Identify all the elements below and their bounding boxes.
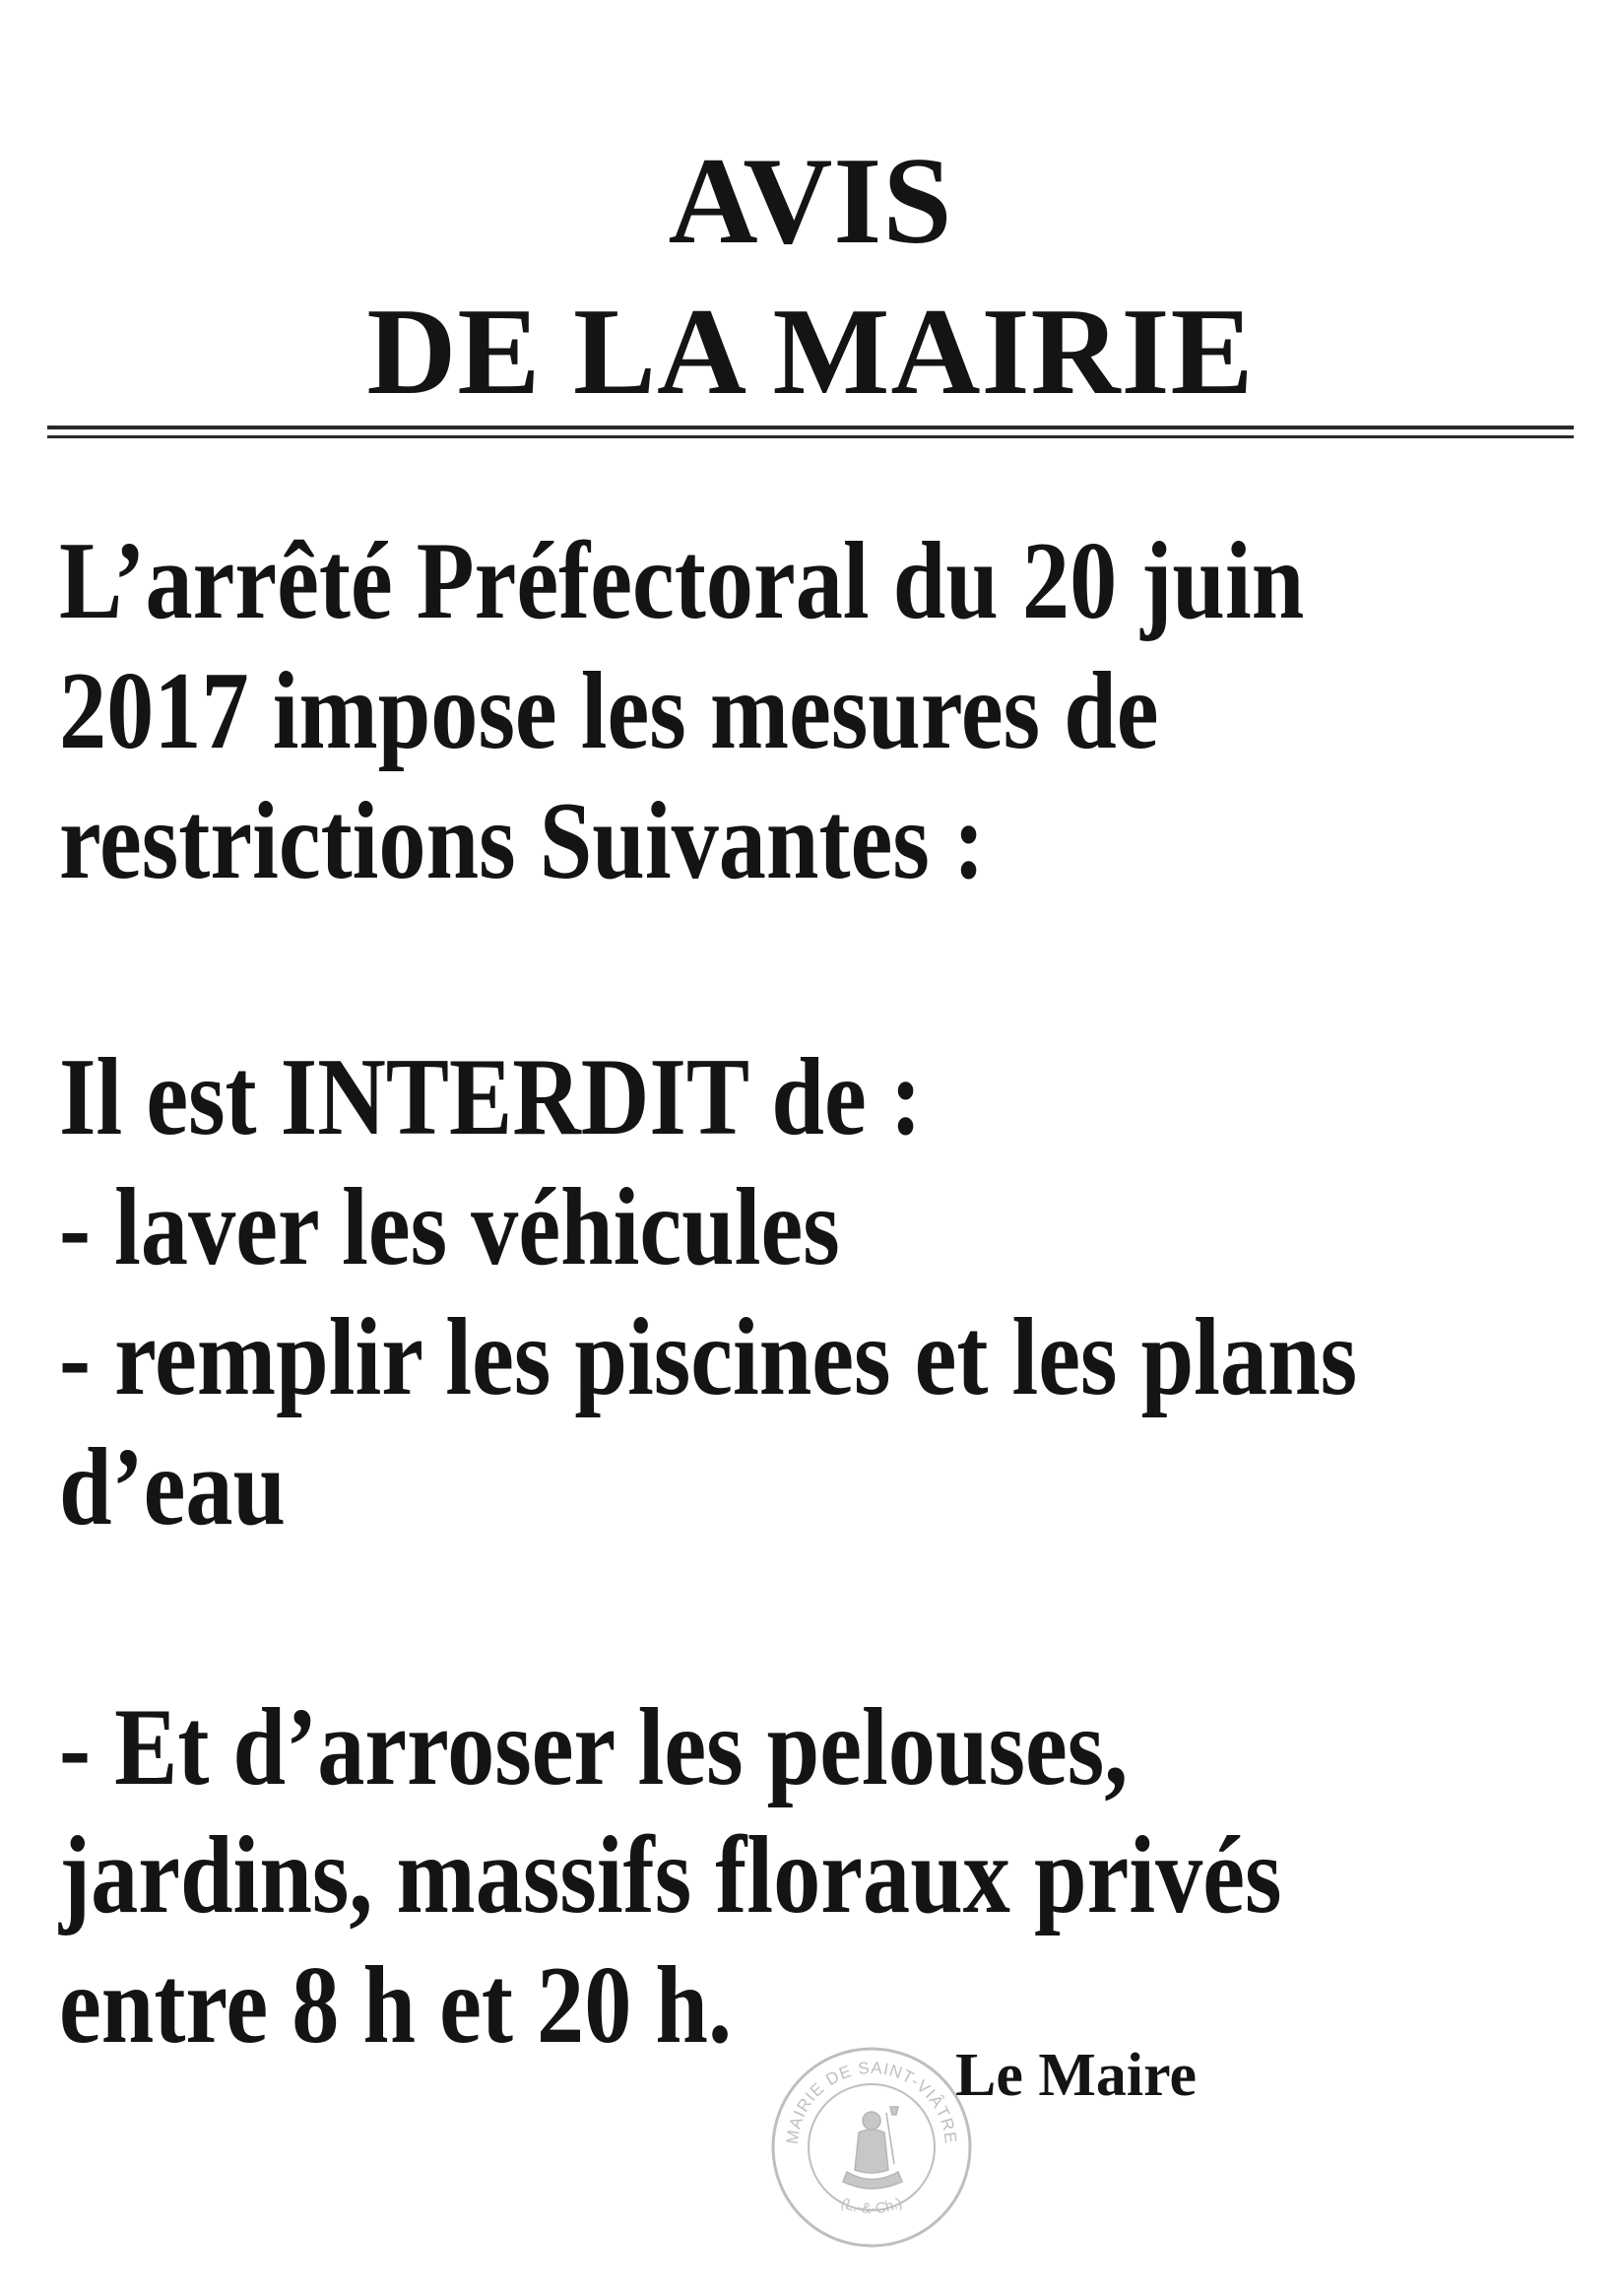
- double-rule-top: [47, 426, 1574, 429]
- prohibition-heading: Il est INTERDIT de :: [59, 1036, 922, 1158]
- town-hall-stamp: [768, 2044, 975, 2251]
- decree-line-1: L’arrêté Préfectoral du 20 juin: [59, 520, 1305, 642]
- svg-text:(L.-&-Ch.): [838, 2195, 904, 2217]
- prohibition-item-watering-cont: jardins, massifs floraux privés: [59, 1814, 1282, 1936]
- stamp-ring-text: MAIRIE DE SAINT-VIÂTRE: [782, 2058, 961, 2145]
- stamp-emblem-icon: [843, 2107, 902, 2189]
- title-line-1: AVIS: [668, 133, 953, 270]
- prohibition-item-pools-cont: d’eau: [59, 1426, 287, 1548]
- double-rule-bottom: [47, 435, 1574, 438]
- stamp-bottom-text: (L.-&-Ch.): [838, 2194, 905, 2218]
- decree-line-2: 2017 impose les mesures de: [59, 650, 1159, 772]
- title-line-2: DE LA MAIRIE: [366, 284, 1255, 421]
- signature-le-maire: Le Maire: [955, 2042, 1198, 2109]
- prohibition-item-pools: - remplir les piscines et les plans: [59, 1296, 1358, 1418]
- prohibition-item-vehicles: - laver les véhicules: [59, 1166, 840, 1288]
- prohibition-item-watering: - Et d’arroser les pelouses,: [59, 1686, 1129, 1808]
- decree-line-3: restrictions Suivantes :: [59, 780, 985, 902]
- prohibition-item-hours: entre 8 h et 20 h.: [59, 1944, 733, 2066]
